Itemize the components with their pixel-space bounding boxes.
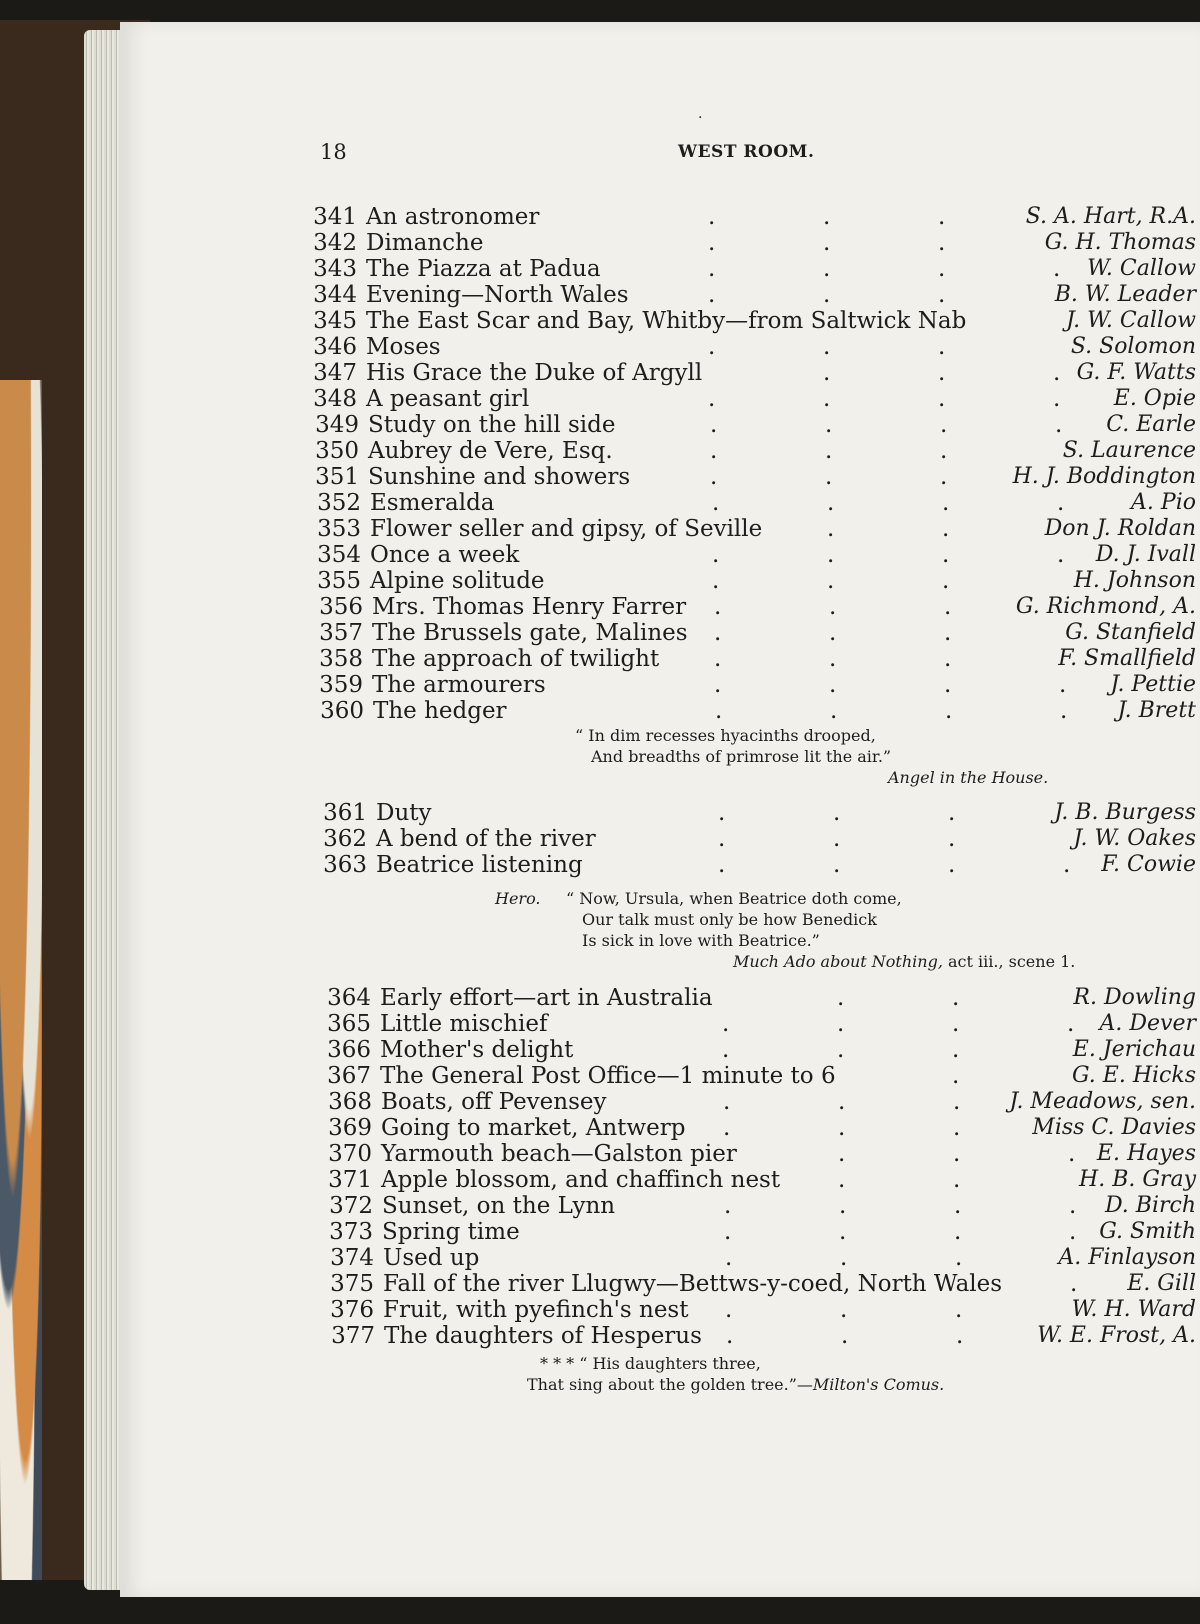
catalogue-entry — [313, 360, 1200, 386]
entry-number: 341 — [313, 204, 357, 230]
dot-leader: . — [714, 672, 722, 698]
dot-leader: . — [710, 438, 718, 464]
dot-leader: . — [823, 360, 831, 386]
entry-title: Duty — [376, 800, 432, 826]
catalogue-entry — [315, 464, 1200, 490]
dot-leader: . — [1069, 1193, 1077, 1219]
entry-number: 361 — [323, 800, 367, 826]
dot-leader: . — [726, 1323, 734, 1349]
entry-title: An astronomer — [366, 204, 540, 230]
catalogue-entry — [319, 620, 1200, 646]
dot-leader: . — [722, 1037, 730, 1063]
dot-leader: . — [823, 386, 831, 412]
entry-title: Once a week — [370, 542, 520, 568]
dot-leader: . — [938, 256, 946, 282]
dot-leader: . — [829, 594, 837, 620]
catalogue-entry — [313, 204, 1200, 230]
entry-number: 353 — [317, 516, 361, 542]
dot-leader: . — [718, 800, 726, 826]
entry-title: Beatrice listening — [376, 852, 583, 878]
catalogue-page — [120, 22, 1200, 1597]
entry-title: The East Scar and Bay, Whitby—from Saltwick Nab — [366, 308, 967, 334]
dot-leader: . — [715, 698, 723, 724]
entry-artist: G. E. Hicks — [1072, 1063, 1196, 1088]
dot-leader: . — [940, 438, 948, 464]
entry-number: 350 — [315, 438, 359, 464]
quote-line: Is sick in love with Beatrice.” — [582, 931, 820, 950]
entry-artist: F. Cowie — [1101, 852, 1196, 877]
dot-leader: . — [823, 256, 831, 282]
dot-leader: . — [838, 1115, 846, 1141]
dot-leader: . — [827, 542, 835, 568]
catalogue-entry — [323, 826, 1200, 852]
dot-leader: . — [1063, 852, 1071, 878]
entry-number: 369 — [328, 1115, 372, 1141]
entry-title: A peasant girl — [366, 386, 530, 412]
entry-title: The daughters of Hesperus — [384, 1323, 702, 1349]
dot-leader: . — [708, 204, 716, 230]
dot-leader: . — [714, 594, 722, 620]
entry-artist: G. Smith — [1099, 1219, 1196, 1244]
dot-leader: . — [725, 1245, 733, 1271]
dot-leader: . — [827, 516, 835, 542]
entry-number: 354 — [317, 542, 361, 568]
entry-artist: B. W. Leader — [1054, 282, 1196, 307]
dot-leader: . — [938, 230, 946, 256]
dot-leader: . — [830, 698, 838, 724]
dot-leader: . — [952, 1037, 960, 1063]
catalogue-entry — [313, 230, 1200, 256]
catalogue-entry — [328, 1115, 1200, 1141]
catalogue-entry — [320, 698, 1200, 724]
entry-title: Fruit, with pyefinch's nest — [383, 1297, 689, 1323]
entry-number: 356 — [319, 594, 363, 620]
entry-title: Evening—North Wales — [366, 282, 629, 308]
quote-attribution: Much Ado about Nothing, — [733, 952, 943, 971]
entry-title: Sunshine and showers — [368, 464, 631, 490]
dot-leader: . — [712, 568, 720, 594]
entry-artist: D. Birch — [1104, 1193, 1196, 1218]
dot-leader: . — [952, 1011, 960, 1037]
entry-title: Aubrey de Vere, Esq. — [368, 438, 613, 464]
dot-leader: . — [1053, 386, 1061, 412]
marbled-endpaper — [0, 380, 42, 1580]
dot-leader: . — [1059, 672, 1067, 698]
entry-artist: H. Johnson — [1073, 568, 1196, 593]
entry-number: 359 — [319, 672, 363, 698]
entry-title: Sunset, on the Lynn — [382, 1193, 616, 1219]
dot-leader: . — [722, 1011, 730, 1037]
dot-leader: . — [1057, 490, 1065, 516]
catalogue-entry — [330, 1271, 1200, 1297]
entry-title: Early effort—art in Australia — [380, 985, 713, 1011]
dot-leader: . — [839, 1219, 847, 1245]
entry-number: 347 — [313, 360, 357, 386]
dot-leader: . — [823, 230, 831, 256]
entry-number: 345 — [313, 308, 357, 334]
catalogue-entry — [315, 412, 1200, 438]
entry-title: The hedger — [373, 698, 507, 724]
dot-leader: . — [708, 256, 716, 282]
entry-number: 351 — [315, 464, 359, 490]
catalogue-entry — [315, 438, 1200, 464]
catalogue-entry — [330, 1297, 1200, 1323]
entry-number: 370 — [328, 1141, 372, 1167]
entry-title: Study on the hill side — [368, 412, 616, 438]
dot-leader: . — [823, 282, 831, 308]
dot-leader: . — [833, 826, 841, 852]
dot-leader: . — [838, 1167, 846, 1193]
entry-number: 371 — [328, 1167, 372, 1193]
entry-title: Moses — [366, 334, 441, 360]
dot-leader: . — [938, 360, 946, 386]
entry-artist: S. Laurence — [1062, 438, 1196, 463]
dot-leader: . — [944, 672, 952, 698]
entry-number: 367 — [327, 1063, 371, 1089]
entry-number: 355 — [317, 568, 361, 594]
dot-leader: . — [1069, 1219, 1077, 1245]
dot-leader: . — [712, 490, 720, 516]
entry-title: Mother's delight — [380, 1037, 574, 1063]
dot-leader: . — [948, 852, 956, 878]
dot-leader: . — [944, 594, 952, 620]
quote-line: “ In dim recesses hyacinths drooped, — [575, 726, 876, 745]
entry-artist: R. Dowling — [1073, 985, 1196, 1010]
entry-artist: S. A. Hart, R.A. — [1025, 204, 1196, 229]
entry-artist: G. Stanfield — [1065, 620, 1196, 645]
catalogue-entry — [317, 516, 1200, 542]
catalogue-entry — [331, 1323, 1200, 1349]
dot-leader: . — [712, 542, 720, 568]
entry-number: 375 — [330, 1271, 374, 1297]
quote-line: * * * “ His daughters three, — [540, 1354, 761, 1373]
entry-title: Fall of the river Llugwy—Bettws-y-coed, North Wales — [383, 1271, 1003, 1297]
entry-artist: J. Pettie — [1110, 672, 1196, 697]
entry-number: 357 — [319, 620, 363, 646]
dot-leader: . — [708, 386, 716, 412]
entry-artist: W. E. Frost, A. — [1037, 1323, 1196, 1348]
entry-number: 358 — [319, 646, 363, 672]
entry-title: Apple blossom, and chaffinch nest — [381, 1167, 781, 1193]
entry-number: 352 — [317, 490, 361, 516]
entry-number: 364 — [327, 985, 371, 1011]
dot-leader: . — [942, 490, 950, 516]
catalogue-entry — [327, 1011, 1200, 1037]
dot-leader: . — [714, 646, 722, 672]
dot-leader: . — [827, 568, 835, 594]
dot-leader: . — [708, 334, 716, 360]
dot-leader: . — [823, 334, 831, 360]
dot-leader: . — [838, 1089, 846, 1115]
catalogue-entry — [313, 386, 1200, 412]
entry-artist: C. Earle — [1106, 412, 1196, 437]
entry-title: Used up — [383, 1245, 480, 1271]
dot-leader: . — [837, 1037, 845, 1063]
quote-attribution: Angel in the House. — [888, 768, 1049, 787]
entry-artist: J. W. Oakes — [1073, 826, 1196, 851]
catalogue-entry — [328, 1141, 1200, 1167]
catalogue-entry — [328, 1089, 1200, 1115]
dot-leader: . — [955, 1297, 963, 1323]
entry-title: The approach of twilight — [372, 646, 660, 672]
entry-artist: J. W. Callow — [1066, 308, 1196, 333]
entry-number: 360 — [320, 698, 364, 724]
entry-artist: A. Dever — [1099, 1011, 1196, 1036]
dot-leader: . — [710, 412, 718, 438]
section-title: WEST ROOM. — [678, 142, 815, 162]
entry-artist: E. Hayes — [1096, 1141, 1196, 1166]
dot-leader: . — [708, 230, 716, 256]
entry-artist: Miss C. Davies — [1032, 1115, 1196, 1140]
dot-leader: . — [839, 1193, 847, 1219]
dot-leader: . — [723, 1115, 731, 1141]
dot-leader: . — [708, 282, 716, 308]
entry-number: 372 — [329, 1193, 373, 1219]
entry-number: 366 — [327, 1037, 371, 1063]
entry-title: Little mischief — [380, 1011, 548, 1037]
entry-title: A bend of the river — [376, 826, 596, 852]
dot-leader: . — [823, 204, 831, 230]
entry-artist: S. Solomon — [1070, 334, 1196, 359]
dot-leader: . — [953, 1167, 961, 1193]
entry-number: 368 — [328, 1089, 372, 1115]
dot-leader: . — [940, 412, 948, 438]
entry-number: 342 — [313, 230, 357, 256]
catalogue-entry — [329, 1193, 1200, 1219]
quote-act-scene: act iii., scene 1. — [948, 952, 1076, 971]
catalogue-entry — [319, 672, 1200, 698]
quote-line: Our talk must only be how Benedick — [582, 910, 877, 929]
catalogue-entry — [313, 308, 1200, 334]
entry-artist: H. J. Boddington — [1012, 464, 1196, 489]
dot-leader: . — [954, 1193, 962, 1219]
entry-title: Mrs. Thomas Henry Farrer — [372, 594, 687, 620]
entry-number: 348 — [313, 386, 357, 412]
dot-leader: . — [827, 490, 835, 516]
dot-leader: . — [952, 1063, 960, 1089]
dot-leader: . — [1057, 542, 1065, 568]
dot-leader: . — [714, 620, 722, 646]
dot-leader: . — [725, 1297, 733, 1323]
dot-leader: . — [840, 1297, 848, 1323]
entry-artist: Don J. Roldan — [1044, 516, 1196, 541]
entry-artist: J. Meadows, sen. — [1009, 1089, 1196, 1114]
catalogue-entry — [329, 1219, 1200, 1245]
entry-artist: G. F. Watts — [1076, 360, 1196, 385]
dot-leader: . — [841, 1323, 849, 1349]
dot-leader: . — [955, 1245, 963, 1271]
catalogue-entry — [327, 985, 1200, 1011]
entry-title: The armourers — [372, 672, 546, 698]
catalogue-entry — [327, 1063, 1200, 1089]
dot-leader: . — [944, 646, 952, 672]
entry-title: Going to market, Antwerp — [381, 1115, 686, 1141]
dot-leader: . — [829, 672, 837, 698]
dot-leader: . — [718, 826, 726, 852]
dot-leader: . — [1070, 1271, 1078, 1297]
entry-title: Boats, off Pevensey — [381, 1089, 607, 1115]
entry-title: Dimanche — [366, 230, 484, 256]
dot-leader: . — [953, 1089, 961, 1115]
entry-artist: J. Brett — [1117, 698, 1196, 723]
quote-line: “ Now, Ursula, when Beatrice doth come, — [566, 889, 902, 908]
entry-artist: W. Callow — [1087, 256, 1196, 281]
entry-title: Spring time — [382, 1219, 520, 1245]
catalogue-entry — [319, 594, 1200, 620]
dot-leader: . — [938, 334, 946, 360]
catalogue-entry — [317, 542, 1200, 568]
entry-title: His Grace the Duke of Argyll — [366, 360, 703, 386]
entry-number: 349 — [315, 412, 359, 438]
entry-title: Yarmouth beach—Galston pier — [381, 1141, 737, 1167]
dot-leader: . — [724, 1193, 732, 1219]
entry-number: 377 — [331, 1323, 375, 1349]
dot-leader: . — [837, 1011, 845, 1037]
dot-leader: . — [954, 1219, 962, 1245]
catalogue-entry — [328, 1167, 1200, 1193]
catalogue-entry — [323, 800, 1200, 826]
entry-artist: F. Smallfield — [1058, 646, 1196, 671]
entry-number: 373 — [329, 1219, 373, 1245]
entry-number: 344 — [313, 282, 357, 308]
dot-leader: . — [938, 204, 946, 230]
catalogue-entry — [330, 1245, 1200, 1271]
dot-leader: . — [840, 1245, 848, 1271]
entry-artist: E. Gill — [1127, 1271, 1196, 1296]
dot-leader: . — [945, 698, 953, 724]
dot-leader: . — [948, 826, 956, 852]
catalogue-entry — [327, 1037, 1200, 1063]
dot-leader: . — [938, 282, 946, 308]
entry-artist: H. B. Gray — [1079, 1167, 1196, 1192]
dot-leader: . — [956, 1323, 964, 1349]
quote-source: Milton's Comus. — [812, 1375, 945, 1394]
dot-leader: . — [953, 1115, 961, 1141]
dot-leader: . — [1055, 412, 1063, 438]
quote-speaker: Hero. — [495, 889, 541, 908]
dot-leader: . — [1060, 698, 1068, 724]
entry-title: The General Post Office—1 minute to 6 — [380, 1063, 836, 1089]
quote-line: And breadths of primrose lit the air.” — [591, 747, 892, 766]
entry-title: Flower seller and gipsy, of Seville — [370, 516, 763, 542]
dot-leader: . — [944, 620, 952, 646]
dot-leader: . — [829, 646, 837, 672]
dot-leader: . — [723, 1089, 731, 1115]
entry-number: 365 — [327, 1011, 371, 1037]
catalogue-entry — [317, 490, 1200, 516]
entry-title: The Piazza at Padua — [366, 256, 601, 282]
dot-leader: . — [724, 1219, 732, 1245]
dot-leader: . — [942, 542, 950, 568]
catalogue-entry — [317, 568, 1200, 594]
catalogue-entry — [313, 282, 1200, 308]
entry-title: Alpine solitude — [370, 568, 545, 594]
entry-artist: A. Pio — [1131, 490, 1196, 515]
entry-number: 363 — [323, 852, 367, 878]
dot-leader: . — [833, 852, 841, 878]
page-number: 18 — [320, 140, 347, 164]
entry-number: 346 — [313, 334, 357, 360]
entry-artist: W. H. Ward — [1071, 1297, 1196, 1322]
dot-leader: . — [837, 985, 845, 1011]
catalogue-entry — [319, 646, 1200, 672]
quote-line: That sing about the golden tree.”— — [527, 1375, 813, 1394]
entry-artist: G. H. Thomas — [1044, 230, 1196, 255]
entry-title: The Brussels gate, Malines — [372, 620, 688, 646]
dot-leader: . — [942, 568, 950, 594]
dot-leader: . — [825, 438, 833, 464]
dot-leader: . — [1067, 1011, 1075, 1037]
dot-leader: . — [938, 386, 946, 412]
entry-artist: E. Opie — [1113, 386, 1196, 411]
dot-leader: . — [940, 464, 948, 490]
dot-leader: . — [710, 464, 718, 490]
dot-leader: . — [1068, 1141, 1076, 1167]
dot-leader: . — [829, 620, 837, 646]
dot-leader: . — [833, 800, 841, 826]
entry-artist: D. J. Ivall — [1095, 542, 1196, 567]
entry-number: 376 — [330, 1297, 374, 1323]
entry-number: 362 — [323, 826, 367, 852]
dot-leader: . — [953, 1141, 961, 1167]
entry-artist: E. Jerichau — [1072, 1037, 1196, 1062]
dot-leader: . — [825, 412, 833, 438]
catalogue-entry — [323, 852, 1200, 878]
entry-artist: G. Richmond, A. — [1015, 594, 1196, 619]
entry-title: Esmeralda — [370, 490, 495, 516]
entry-number: 343 — [313, 256, 357, 282]
running-head: · 18 WEST ROOM. — [320, 110, 815, 164]
dot-leader: . — [952, 985, 960, 1011]
catalogue-entry — [313, 256, 1200, 282]
entry-artist: J. B. Burgess — [1054, 800, 1196, 825]
catalogue-entry — [313, 334, 1200, 360]
entry-artist: A. Finlayson — [1058, 1245, 1196, 1270]
dot-leader: . — [1053, 360, 1061, 386]
dot-leader: . — [718, 852, 726, 878]
dot-leader: . — [825, 464, 833, 490]
dot-leader: . — [1053, 256, 1061, 282]
entry-number: 374 — [330, 1245, 374, 1271]
dot-leader: . — [838, 1141, 846, 1167]
dot-leader: . — [942, 516, 950, 542]
dot-leader: . — [948, 800, 956, 826]
